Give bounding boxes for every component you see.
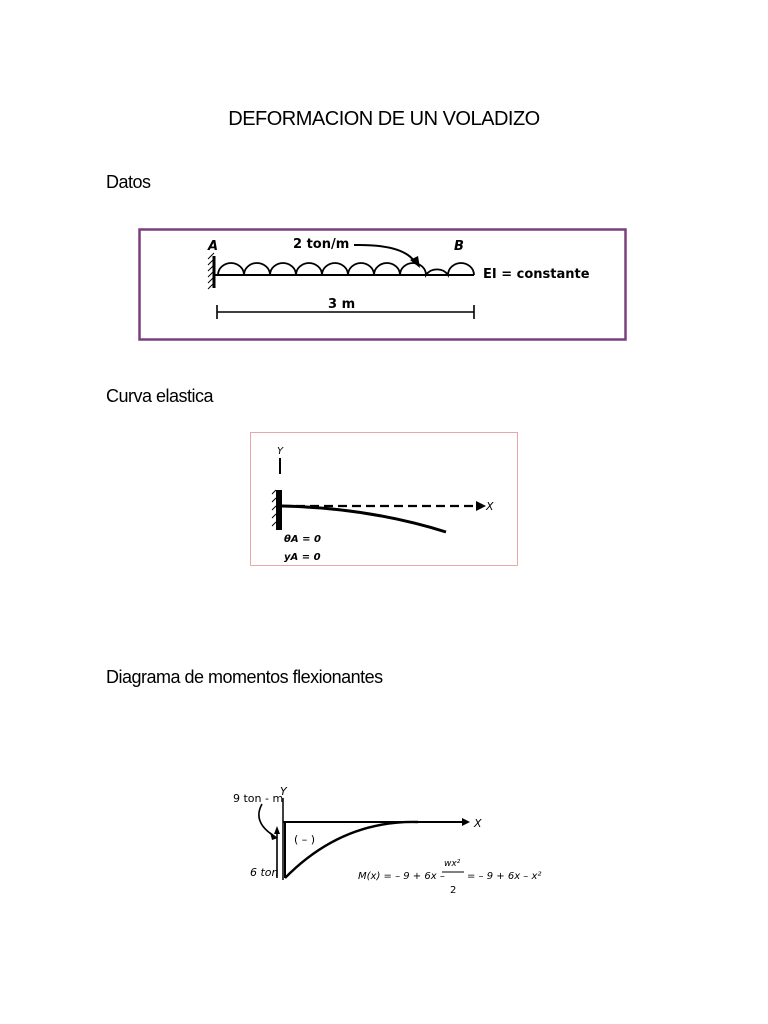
theta-label: θA = 0 bbox=[284, 534, 321, 545]
ya-label: yA = 0 bbox=[284, 552, 321, 563]
figure-moment-diagram bbox=[222, 780, 542, 900]
moment-arrow bbox=[259, 804, 274, 836]
document-title: DEFORMACION DE UN VOLADIZO bbox=[228, 108, 540, 130]
stiffness-label: EI = constante bbox=[483, 267, 590, 282]
figure-frame bbox=[251, 433, 518, 566]
equation-denominator: 2 bbox=[450, 885, 457, 896]
section-heading-datos: Datos bbox=[106, 172, 151, 192]
label-a: A bbox=[208, 239, 219, 254]
x-axis-label: X bbox=[474, 817, 482, 830]
equation-numerator: wx² bbox=[444, 859, 461, 869]
moment-curve bbox=[285, 822, 418, 878]
shear-arrowhead bbox=[274, 826, 280, 834]
moment-label: 9 ton - m bbox=[233, 792, 284, 805]
shear-label: 6 ton bbox=[250, 866, 279, 879]
section-heading-momentos: Diagrama de momentos flexionantes bbox=[106, 667, 383, 687]
equation-left: M(x) = – 9 + 6x – bbox=[358, 871, 445, 882]
y-axis-label: Y bbox=[280, 785, 287, 798]
section-heading-curva: Curva elastica bbox=[106, 386, 214, 406]
y-axis-label: Y bbox=[277, 446, 284, 457]
load-label: 2 ton/m bbox=[293, 237, 350, 252]
figure-elastic-curve bbox=[250, 432, 518, 566]
x-axis-arrowhead bbox=[462, 818, 470, 826]
length-label: 3 m bbox=[328, 297, 356, 312]
sign-label: ( – ) bbox=[294, 833, 316, 846]
x-axis-label: X bbox=[486, 500, 494, 513]
label-b: B bbox=[454, 239, 464, 254]
figure-cantilever-load bbox=[138, 228, 628, 342]
equation-right: = – 9 + 6x – x² bbox=[467, 871, 542, 882]
